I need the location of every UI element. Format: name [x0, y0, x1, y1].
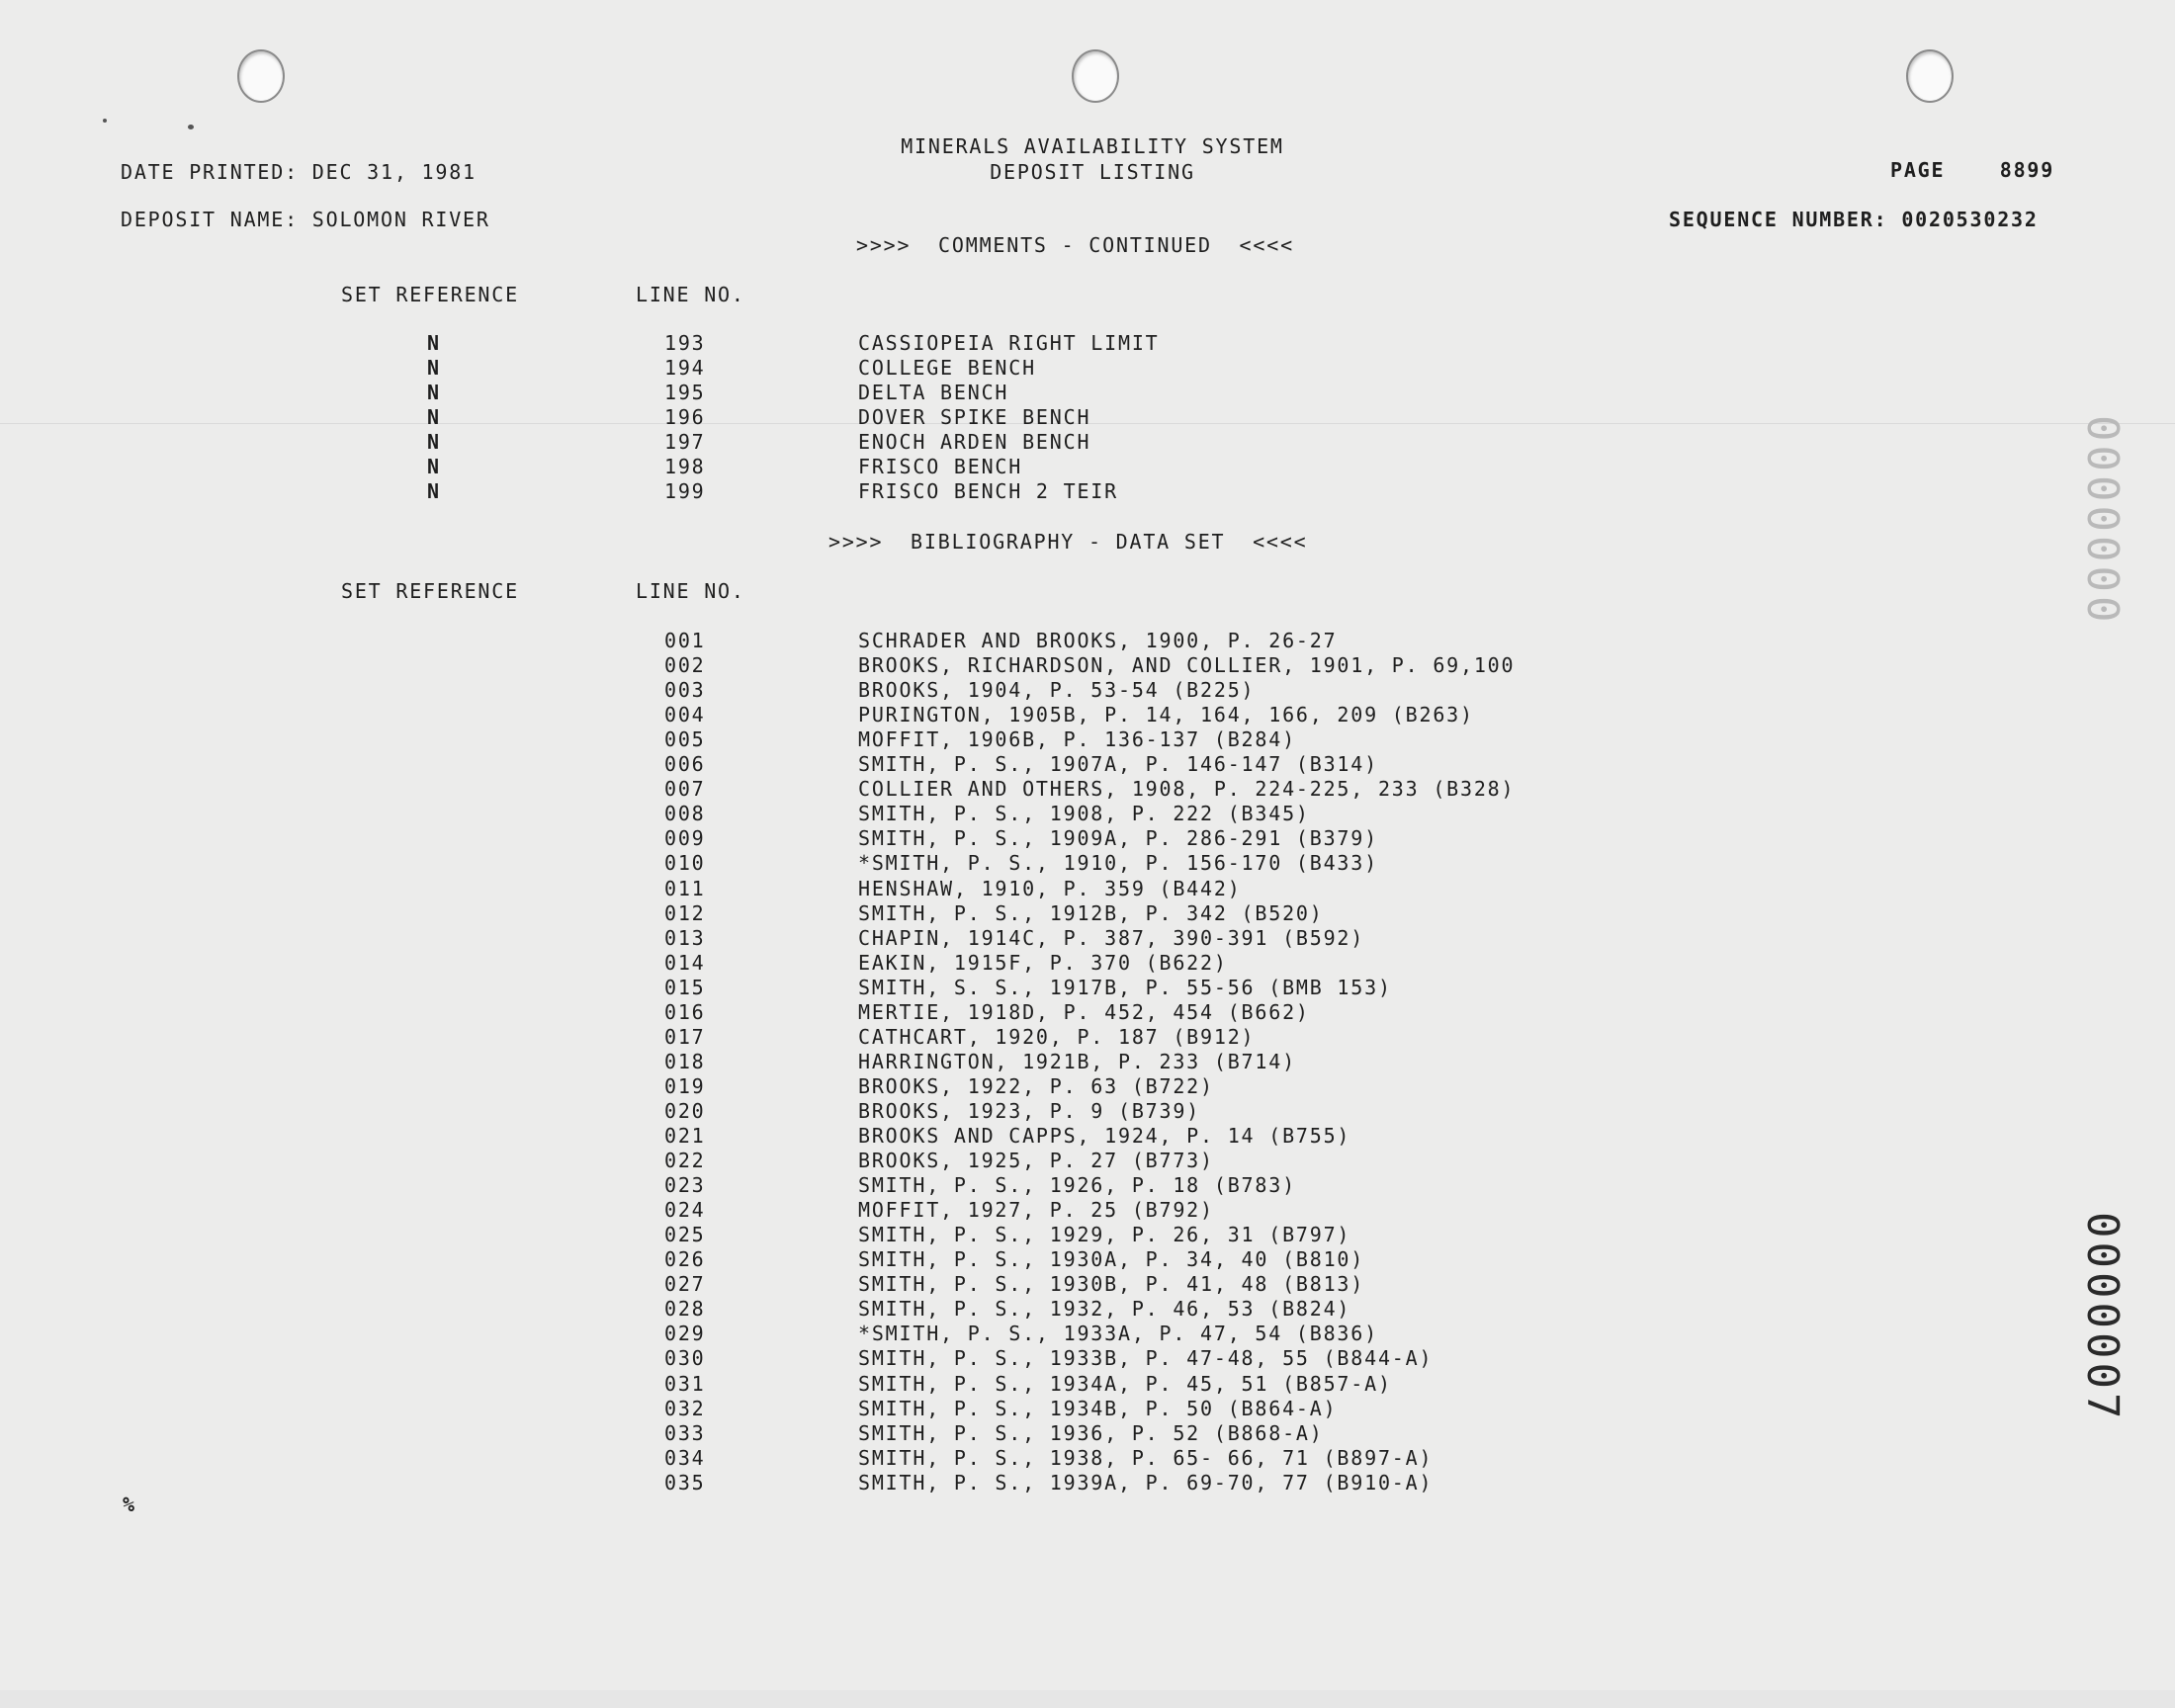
table-row [0, 1272, 2175, 1297]
table-row [0, 430, 2175, 455]
line-number-cell: 009 [664, 826, 706, 851]
table-row [0, 653, 2175, 678]
line-number-cell: 001 [664, 629, 706, 652]
bibliography-section-title: >>>> BIBLIOGRAPHY - DATA SET <<<< [828, 530, 1308, 554]
entry-text-cell: DOVER SPIKE BENCH [858, 405, 1091, 429]
table-row [0, 851, 2175, 876]
table-row [0, 951, 2175, 976]
entry-text-cell: ENOCH ARDEN BENCH [858, 430, 1091, 454]
table-row [0, 1074, 2175, 1099]
table-row [0, 1198, 2175, 1223]
table-row [0, 727, 2175, 752]
table-row [0, 1397, 2175, 1421]
bibliography-col-line-no: LINE NO. [636, 579, 745, 603]
line-number-cell: 028 [664, 1297, 706, 1322]
line-number-cell: 193 [664, 331, 706, 355]
side-stamp-number: 0000007 [2077, 1212, 2128, 1423]
entry-text-cell: DELTA BENCH [858, 381, 1009, 404]
entry-text-cell: *SMITH, P. S., 1933A, P. 47, 54 (B836) [858, 1322, 1378, 1346]
entry-text-cell: HENSHAW, 1910, P. 359 (B442) [858, 876, 1242, 900]
entry-text-cell: SCHRADER AND BROOKS, 1900, P. 26-27 [858, 629, 1338, 652]
comments-col-line-no: LINE NO. [636, 283, 745, 306]
line-number-cell: 023 [664, 1173, 706, 1198]
line-number-cell: 194 [664, 356, 706, 380]
line-number-cell: 024 [664, 1198, 706, 1223]
line-number-cell: 005 [664, 727, 706, 752]
table-row [0, 752, 2175, 777]
table-row [0, 1025, 2175, 1050]
set-reference-cell: N [427, 430, 441, 454]
page-indicator [1890, 158, 2054, 183]
line-number-cell: 198 [664, 455, 706, 478]
table-row [0, 703, 2175, 727]
line-number-cell: 030 [664, 1346, 706, 1371]
entry-text-cell: SMITH, P. S., 1933B, P. 47-48, 55 (B844-A) [858, 1346, 1434, 1371]
entry-text-cell: SMITH, P. S., 1939A, P. 69-70, 77 (B910-A) [858, 1470, 1434, 1494]
entry-text-cell: *SMITH, P. S., 1910, P. 156-170 (B433) [858, 851, 1378, 876]
table-row [0, 901, 2175, 926]
table-row [0, 1099, 2175, 1124]
table-row [0, 479, 2175, 504]
set-reference-cell: N [427, 381, 441, 404]
line-number-cell: 012 [664, 900, 706, 925]
line-number-cell: 002 [664, 653, 706, 678]
line-number-cell: 195 [664, 381, 706, 404]
line-number-cell: 007 [664, 777, 706, 802]
entry-text-cell: SMITH, S. S., 1917B, P. 55-56 (BMB 153) [858, 975, 1392, 999]
line-number-cell: 026 [664, 1247, 706, 1272]
table-row [0, 1471, 2175, 1495]
line-number-cell: 035 [664, 1470, 706, 1494]
bibliography-col-set-reference: SET REFERENCE [341, 579, 519, 603]
set-reference-cell: N [427, 405, 441, 429]
comments-section-title: >>>> COMMENTS - CONTINUED <<<< [856, 233, 1294, 257]
table-row [0, 777, 2175, 802]
table-row [0, 1050, 2175, 1074]
entry-text-cell: SMITH, P. S., 1934B, P. 50 (B864-A) [858, 1396, 1338, 1420]
set-reference-cell: N [427, 479, 441, 503]
table-row [0, 678, 2175, 703]
page-number: 8899 [1999, 158, 2055, 182]
entry-text-cell: SMITH, P. S., 1907A, P. 146-147 (B314) [858, 752, 1378, 777]
sequence-label: SEQUENCE NUMBER: [1669, 208, 1888, 231]
entry-text-cell: CHAPIN, 1914C, P. 387, 390-391 (B592) [858, 925, 1365, 950]
line-number-cell: 010 [664, 851, 706, 876]
table-row [0, 405, 2175, 430]
entry-text-cell: BROOKS AND CAPPS, 1924, P. 14 (B755) [858, 1124, 1351, 1148]
table-row [0, 1446, 2175, 1471]
line-number-cell: 033 [664, 1420, 706, 1445]
set-reference-cell: N [427, 455, 441, 478]
entry-text-cell: SMITH, P. S., 1932, P. 46, 53 (B824) [858, 1297, 1351, 1322]
deposit-name-label: DEPOSIT NAME: [121, 208, 299, 231]
table-row [0, 1421, 2175, 1446]
entry-text-cell: BROOKS, 1904, P. 53-54 (B225) [858, 678, 1256, 703]
table-row [0, 826, 2175, 851]
entry-text-cell: BROOKS, RICHARDSON, AND COLLIER, 1901, P. 69,100 [858, 653, 1516, 678]
table-row [0, 1372, 2175, 1397]
date-printed [121, 160, 477, 185]
line-number-cell: 013 [664, 925, 706, 950]
entry-text-cell: SMITH, P. S., 1936, P. 52 (B868-A) [858, 1420, 1324, 1445]
side-stamp-faint: 0000000 [2077, 415, 2128, 627]
table-row [0, 381, 2175, 405]
entry-text-cell: SMITH, P. S., 1930B, P. 41, 48 (B813) [858, 1272, 1365, 1297]
entry-text-cell: SMITH, P. S., 1934A, P. 45, 51 (B857-A) [858, 1371, 1392, 1396]
table-row [0, 1149, 2175, 1173]
entry-text-cell: SMITH, P. S., 1930A, P. 34, 40 (B810) [858, 1247, 1365, 1272]
line-number-cell: 019 [664, 1073, 706, 1098]
entry-text-cell: HARRINGTON, 1921B, P. 233 (B714) [858, 1049, 1296, 1073]
table-row [0, 1173, 2175, 1198]
table-row [0, 1223, 2175, 1247]
line-number-cell: 017 [664, 1024, 706, 1049]
entry-text-cell: MOFFIT, 1927, P. 25 (B792) [858, 1198, 1214, 1223]
speck [188, 125, 194, 129]
line-number-cell: 003 [664, 678, 706, 703]
entry-text-cell: SMITH, P. S., 1908, P. 222 (B345) [858, 802, 1310, 826]
punch-hole-right [1906, 49, 1954, 103]
line-number-cell: 022 [664, 1149, 706, 1173]
line-number-cell: 032 [664, 1396, 706, 1420]
table-row [0, 1322, 2175, 1346]
entry-text-cell: FRISCO BENCH [858, 455, 1023, 478]
punch-hole-left [237, 49, 285, 103]
speck [103, 119, 107, 123]
entry-text-cell: BROOKS, 1925, P. 27 (B773) [858, 1149, 1214, 1173]
sequence-number [1669, 208, 2039, 232]
table-row [0, 1297, 2175, 1322]
entry-text-cell: SMITH, P. S., 1938, P. 65- 66, 71 (B897-A) [858, 1445, 1434, 1470]
date-printed-value: DEC 31, 1981 [311, 160, 477, 184]
set-reference-cell: N [427, 331, 441, 355]
entry-text-cell: COLLEGE BENCH [858, 356, 1036, 380]
entry-text-cell: CATHCART, 1920, P. 187 (B912) [858, 1024, 1256, 1049]
entry-text-cell: SMITH, P. S., 1912B, P. 342 (B520) [858, 900, 1324, 925]
line-number-cell: 004 [664, 703, 706, 727]
line-number-cell: 021 [664, 1124, 706, 1148]
set-reference-cell: N [427, 356, 441, 380]
table-row [0, 802, 2175, 826]
entry-text-cell: FRISCO BENCH 2 TEIR [858, 479, 1118, 503]
line-number-cell: 018 [664, 1049, 706, 1073]
line-number-cell: 020 [664, 1098, 706, 1123]
table-row [0, 1000, 2175, 1025]
line-number-cell: 196 [664, 405, 706, 429]
entry-text-cell: MERTIE, 1918D, P. 452, 454 (B662) [858, 999, 1310, 1024]
sequence-value: 0020530232 [1901, 208, 2039, 231]
entry-text-cell: COLLIER AND OTHERS, 1908, P. 224-225, 233 (B328) [858, 777, 1516, 802]
listing-title: DEPOSIT LISTING [990, 160, 1195, 184]
punch-hole-center [1072, 49, 1119, 103]
line-number-cell: 011 [664, 876, 706, 900]
line-number-cell: 014 [664, 950, 706, 975]
table-row [0, 1247, 2175, 1272]
deposit-name-value: SOLOMON RIVER [311, 208, 490, 231]
comments-col-set-reference: SET REFERENCE [341, 283, 519, 306]
line-number-cell: 034 [664, 1445, 706, 1470]
entry-text-cell: SMITH, P. S., 1929, P. 26, 31 (B797) [858, 1223, 1351, 1247]
date-printed-label: DATE PRINTED: [121, 160, 299, 184]
system-title: MINERALS AVAILABILITY SYSTEM [901, 134, 1284, 158]
line-number-cell: 031 [664, 1371, 706, 1396]
line-number-cell: 025 [664, 1223, 706, 1247]
entry-text-cell: PURINGTON, 1905B, P. 14, 164, 166, 209 (B263) [858, 703, 1474, 727]
footer-mark: % [123, 1493, 136, 1516]
line-number-cell: 015 [664, 975, 706, 999]
line-number-cell: 008 [664, 802, 706, 826]
line-number-cell: 027 [664, 1272, 706, 1297]
page-label: PAGE [1890, 158, 1946, 182]
line-number-cell: 016 [664, 999, 706, 1024]
table-row [0, 356, 2175, 381]
table-row [0, 1346, 2175, 1371]
table-row [0, 926, 2175, 951]
table-row [0, 877, 2175, 901]
table-row [0, 455, 2175, 479]
deposit-name [121, 208, 490, 232]
line-number-cell: 199 [664, 479, 706, 503]
line-number-cell: 197 [664, 430, 706, 454]
entry-text-cell: BROOKS, 1922, P. 63 (B722) [858, 1073, 1214, 1098]
entry-text-cell: EAKIN, 1915F, P. 370 (B622) [858, 950, 1228, 975]
entry-text-cell: BROOKS, 1923, P. 9 (B739) [858, 1098, 1201, 1123]
table-row [0, 331, 2175, 356]
entry-text-cell: SMITH, P. S., 1909A, P. 286-291 (B379) [858, 826, 1378, 851]
entry-text-cell: CASSIOPEIA RIGHT LIMIT [858, 331, 1160, 355]
entry-text-cell: SMITH, P. S., 1926, P. 18 (B783) [858, 1173, 1296, 1198]
entry-text-cell: MOFFIT, 1906B, P. 136-137 (B284) [858, 727, 1296, 752]
table-row [0, 976, 2175, 1000]
table-row [0, 629, 2175, 653]
line-number-cell: 006 [664, 752, 706, 777]
table-row [0, 1124, 2175, 1149]
line-number-cell: 029 [664, 1322, 706, 1346]
